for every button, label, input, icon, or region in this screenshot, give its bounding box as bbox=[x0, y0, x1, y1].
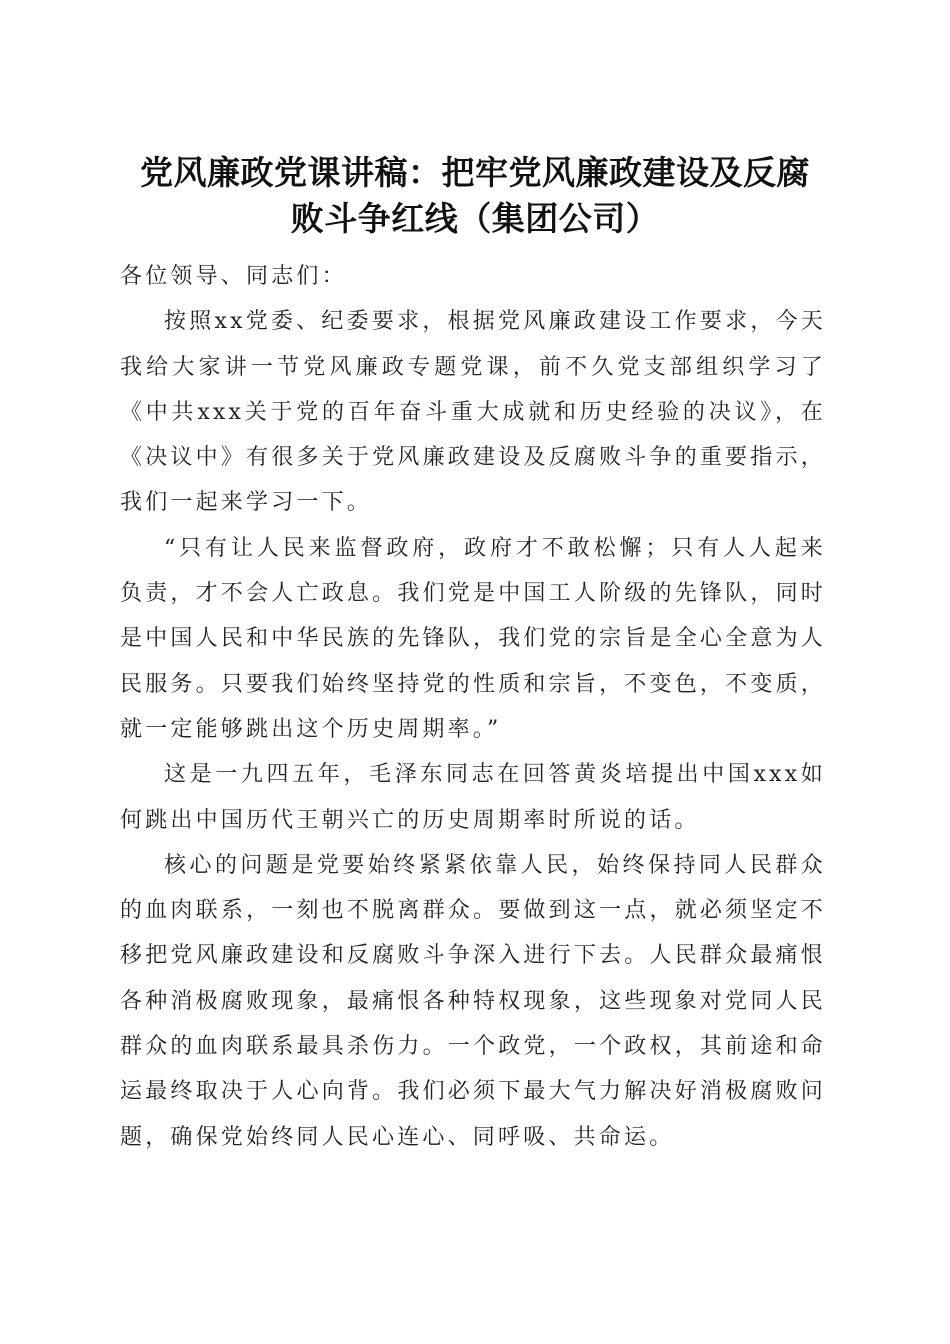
document-title bbox=[100, 150, 850, 242]
paragraph: 这是一九四五年，毛泽东同志在回答黄炎培提出中国xxx如何跳出中国历代王朝兴亡的历史周期率时所说的话。 bbox=[120, 762, 826, 833]
title-line-2: 败斗争红线（集团公司） bbox=[290, 199, 660, 239]
title-line-1: 党风廉政党课讲稿：把牢党风廉政建设及反腐 bbox=[140, 153, 810, 193]
salutation: 各位领导、同志们： bbox=[120, 264, 347, 289]
document-body bbox=[120, 254, 826, 1160]
paragraph-quote: “只有让人民来监督政府，政府才不敢松懈；只有人人起来负责，才不会人亡政息。我们党是中国工人阶级的先锋队，同时是中国人民和中华民族的先锋队，我们党的宗旨是全心全意为人民服务。只要我们始终坚持党的性质和宗旨，不变色，不变质，就一定能够跳出这个历史周期率。” bbox=[120, 535, 826, 742]
paragraph: 按照xx党委、纪委要求，根据党风廉政建设工作要求，今天我给大家讲一节党风廉政专题党课，前不久党支部组织学习了《中共xxx关于党的百年奋斗重大成就和历史经验的决议》，在《决议中》有很多关于党风廉政建设及反腐败斗争的重要指示，我们一起来学习一下。 bbox=[120, 309, 826, 516]
paragraph: 核心的问题是党要始终紧紧依靠人民，始终保持同人民群众的血肉联系，一刻也不脱离群众。要做到这一点，就必须坚定不移把党风廉政建设和反腐败斗争深入进行下去。人民群众最痛恨各种消极腐败现象，最痛恨各种特权现象，这些现象对党同人民群众的血肉联系最具杀伤力。一个政党，一个政权，其前途和命运最终取决于人心向背。我们必须下最大气力解决好消极腐败问题，确保党始终同人民心连心、同呼吸、共命运。 bbox=[120, 852, 826, 1150]
